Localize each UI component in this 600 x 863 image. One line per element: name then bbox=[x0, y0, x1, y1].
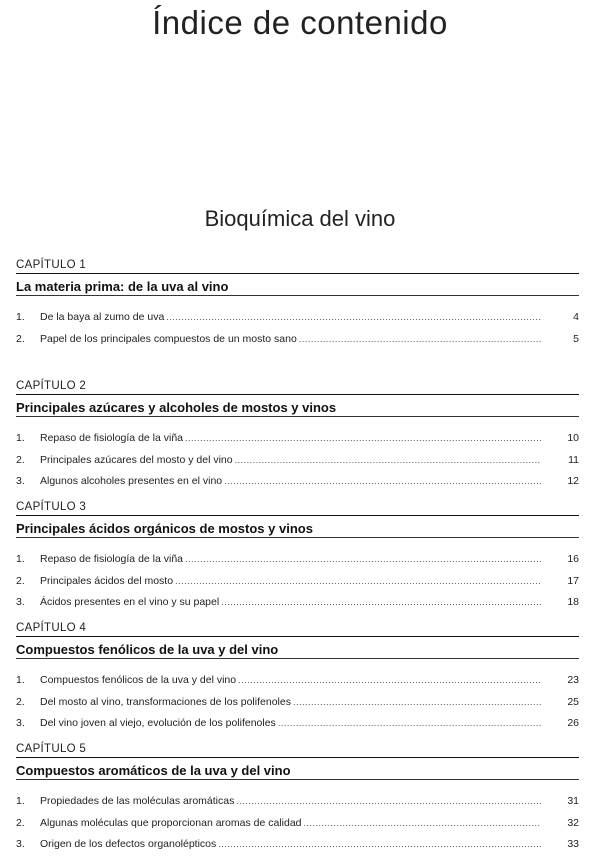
dot-leader bbox=[166, 307, 541, 329]
chapter-label: CAPÍTULO 2 bbox=[16, 379, 579, 395]
entry-number: 3. bbox=[16, 717, 25, 729]
dot-leader bbox=[304, 813, 542, 835]
entry-page-number: 17 bbox=[567, 574, 579, 587]
chapter-label: CAPÍTULO 3 bbox=[16, 500, 579, 516]
entry-page-number: 5 bbox=[573, 332, 579, 345]
toc-entry[interactable] bbox=[16, 471, 579, 493]
entry-title: Principales ácidos del mosto bbox=[40, 574, 174, 587]
chapter-label: CAPÍTULO 5 bbox=[16, 742, 579, 758]
chapter-label: CAPÍTULO 4 bbox=[16, 621, 579, 637]
entry-title: Del mosto al vino, transformaciones de los polifenoles bbox=[40, 695, 291, 708]
entry-title: Repaso de fisiología de la viña bbox=[40, 553, 184, 565]
toc-entry[interactable] bbox=[16, 549, 579, 571]
chapter-entries bbox=[16, 670, 579, 735]
chapter-entries bbox=[16, 549, 579, 614]
dot-leader bbox=[236, 791, 541, 813]
entry-number: 1. bbox=[16, 311, 25, 323]
entry-page-number: 12 bbox=[567, 475, 579, 487]
entry-title: Principales azúcares del mosto y del vino bbox=[40, 453, 233, 466]
entry-title: Origen de los defectos organolépticos bbox=[40, 838, 217, 850]
entry-number: 2. bbox=[16, 332, 25, 345]
entry-page-number: 23 bbox=[567, 674, 579, 686]
toc-entry[interactable] bbox=[16, 713, 579, 735]
entry-title: Algunas moléculas que proporcionan aromas de calidad bbox=[40, 816, 302, 829]
chapter-block bbox=[16, 500, 579, 621]
chapter-entries bbox=[16, 307, 579, 350]
dot-leader bbox=[238, 670, 541, 692]
entry-page-number: 4 bbox=[573, 311, 579, 323]
entry-number: 3. bbox=[16, 838, 25, 850]
section-title: Bioquímica del vino bbox=[204, 206, 396, 231]
entry-number: 2. bbox=[16, 574, 25, 587]
entry-number: 3. bbox=[16, 475, 25, 487]
entry-page-number: 16 bbox=[567, 553, 579, 565]
chapter-block bbox=[16, 621, 579, 742]
dot-leader bbox=[293, 692, 541, 714]
chapter-title: Principales azúcares y alcoholes de mostos y vinos bbox=[16, 399, 579, 417]
entry-number: 2. bbox=[16, 453, 25, 466]
entry-title: De la baya al zumo de uva bbox=[40, 311, 165, 323]
entry-number: 1. bbox=[16, 674, 25, 686]
dot-leader bbox=[185, 549, 541, 571]
dot-leader bbox=[299, 329, 541, 351]
toc-entry[interactable] bbox=[16, 450, 579, 472]
chapter-list bbox=[16, 258, 579, 863]
entry-number: 1. bbox=[16, 553, 25, 565]
toc-entry[interactable] bbox=[16, 592, 579, 614]
entry-page-number: 10 bbox=[567, 432, 579, 444]
dot-leader bbox=[175, 571, 541, 593]
dot-leader bbox=[235, 450, 541, 472]
entry-page-number: 25 bbox=[567, 695, 579, 708]
toc-entry[interactable] bbox=[16, 307, 579, 329]
entry-title: Repaso de fisiología de la viña bbox=[40, 432, 184, 444]
entry-number: 2. bbox=[16, 695, 25, 708]
entry-page-number: 26 bbox=[567, 717, 579, 729]
dot-leader bbox=[278, 713, 541, 735]
entry-title: Propiedades de las moléculas aromáticas bbox=[40, 795, 235, 807]
chapter-entries bbox=[16, 791, 579, 856]
toc-entry[interactable] bbox=[16, 791, 579, 813]
entry-page-number: 32 bbox=[567, 816, 579, 829]
page-title: Índice de contenido bbox=[152, 4, 448, 41]
chapter-block bbox=[16, 258, 579, 379]
entry-number: 1. bbox=[16, 432, 25, 444]
entry-title: Compuestos fenólicos de la uva y del vino bbox=[40, 674, 237, 686]
chapter-label: CAPÍTULO 1 bbox=[16, 258, 579, 274]
toc-entry[interactable] bbox=[16, 670, 579, 692]
dot-leader bbox=[185, 428, 541, 450]
entry-page-number: 33 bbox=[567, 838, 579, 850]
entry-title: Papel de los principales compuestos de un mosto sano bbox=[40, 332, 297, 345]
toc-entry[interactable] bbox=[16, 834, 579, 856]
dot-leader bbox=[218, 834, 541, 856]
entry-title: Algunos alcoholes presentes en el vino bbox=[40, 475, 223, 487]
chapter-block bbox=[16, 742, 579, 863]
dot-leader bbox=[224, 471, 541, 493]
chapter-title: La materia prima: de la uva al vino bbox=[16, 278, 579, 296]
chapter-block bbox=[16, 379, 579, 500]
chapter-entries bbox=[16, 428, 579, 493]
toc-entry[interactable] bbox=[16, 428, 579, 450]
chapter-title: Principales ácidos orgánicos de mostos y vinos bbox=[16, 520, 579, 538]
entry-title: Ácidos presentes en el vino y su papel bbox=[40, 596, 220, 608]
entry-number: 1. bbox=[16, 795, 25, 807]
entry-page-number: 18 bbox=[567, 596, 579, 608]
entry-page-number: 11 bbox=[568, 453, 579, 466]
entry-title: Del vino joven al viejo, evolución de los polifenoles bbox=[40, 717, 276, 729]
toc-entry[interactable] bbox=[16, 571, 579, 593]
entry-number: 2. bbox=[16, 816, 25, 829]
toc-entry[interactable] bbox=[16, 692, 579, 714]
toc-entry[interactable] bbox=[16, 329, 579, 351]
chapter-title: Compuestos aromáticos de la uva y del vino bbox=[16, 762, 579, 780]
entry-number: 3. bbox=[16, 596, 25, 608]
dot-leader bbox=[221, 592, 541, 614]
toc-entry[interactable] bbox=[16, 813, 579, 835]
entry-page-number: 31 bbox=[567, 795, 579, 807]
chapter-title: Compuestos fenólicos de la uva y del vino bbox=[16, 641, 579, 659]
